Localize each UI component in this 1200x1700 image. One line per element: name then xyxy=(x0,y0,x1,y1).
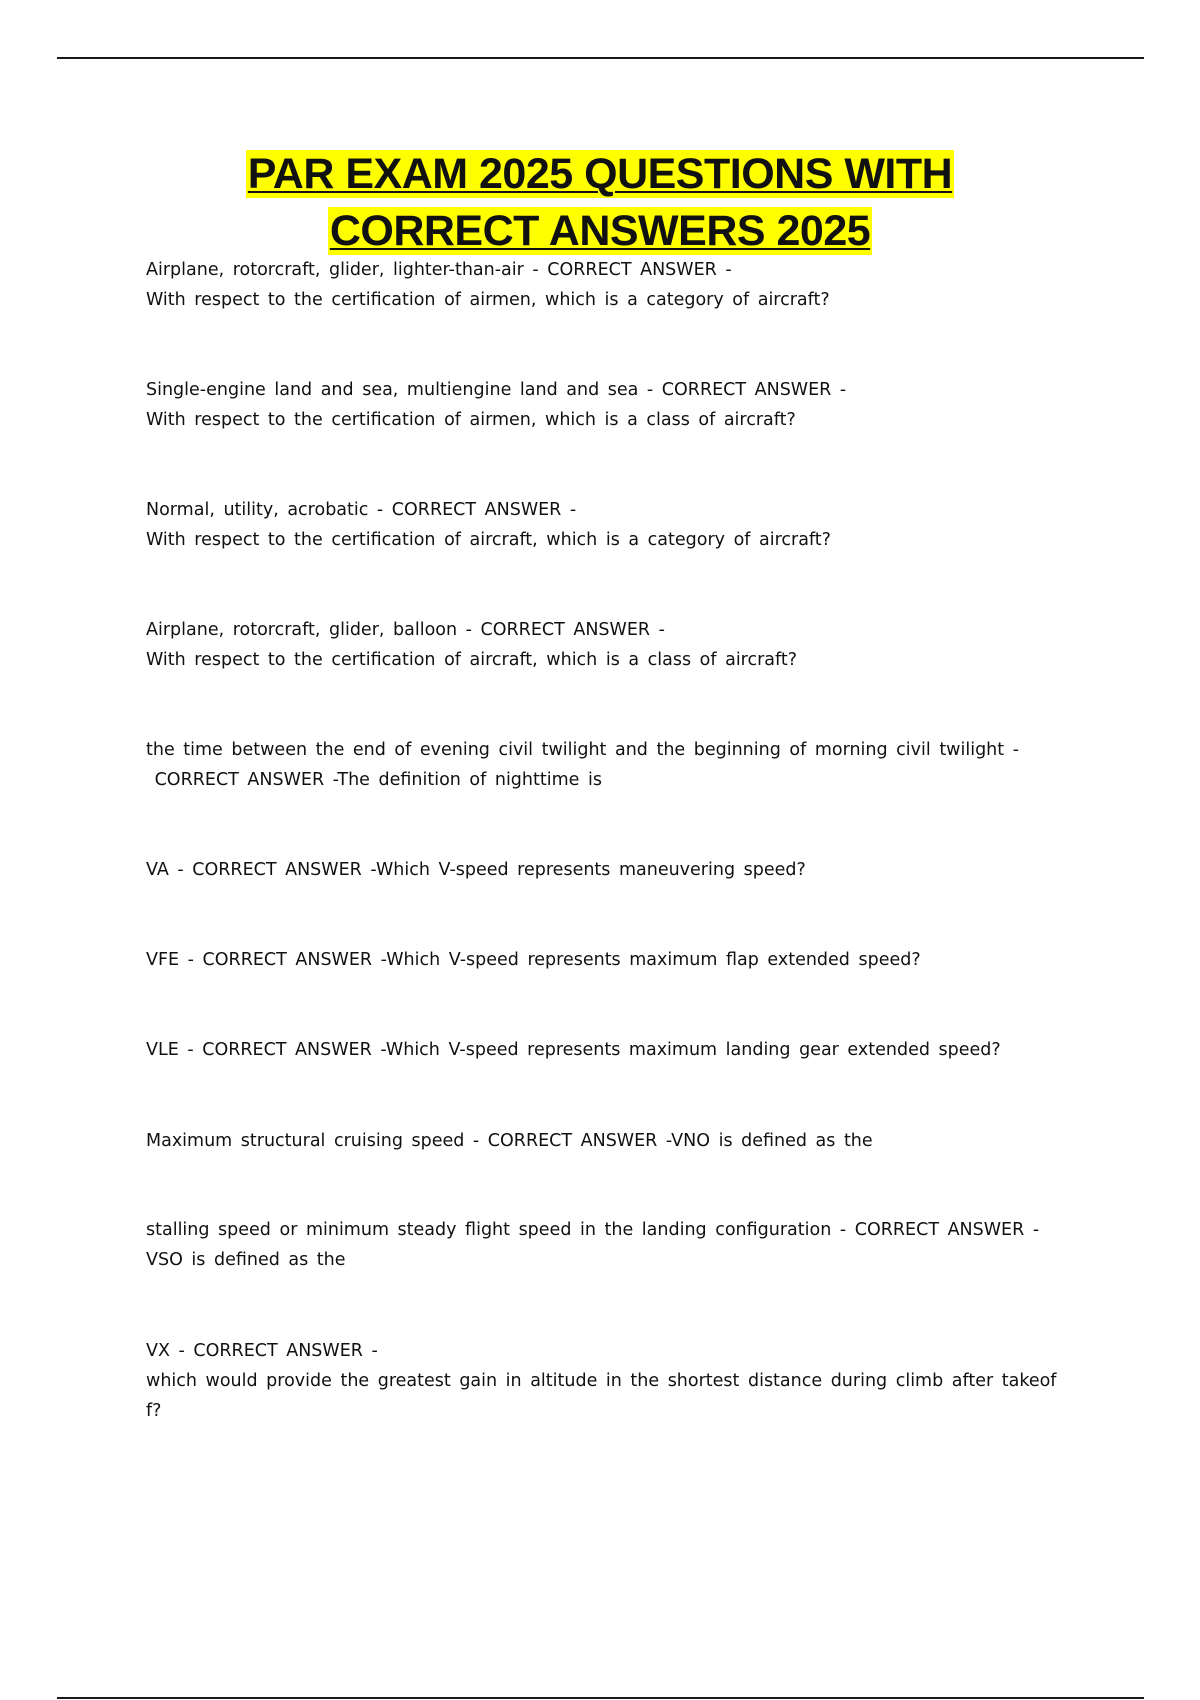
qa-line: VLE - CORRECT ANSWER -Which V-speed represents maximum landing gear extended speed? xyxy=(146,1040,1001,1060)
bottom-rule xyxy=(57,1697,1144,1699)
qa-line: Airplane, rotorcraft, glider, balloon - CORRECT ANSWER - xyxy=(146,620,665,640)
document-title xyxy=(0,146,1200,260)
qa-item xyxy=(146,735,1096,795)
qa-item xyxy=(146,945,1096,975)
qa-item xyxy=(146,1035,1096,1065)
qa-item xyxy=(146,855,1096,885)
qa-item xyxy=(146,1126,1096,1156)
qa-line: VX - CORRECT ANSWER - xyxy=(146,1341,378,1361)
qa-line: Normal, utility, acrobatic - CORRECT ANSWER - xyxy=(146,500,577,520)
qa-line: f? xyxy=(146,1401,162,1421)
qa-line: which would provide the greatest gain in altitude in the shortest distance during climb after takeof xyxy=(146,1371,1057,1391)
title-line-2: CORRECT ANSWERS 2025 xyxy=(329,207,871,255)
qa-line: VFE - CORRECT ANSWER -Which V-speed represents maximum flap extended speed? xyxy=(146,950,921,970)
qa-line: Airplane, rotorcraft, glider, lighter-than-air - CORRECT ANSWER - xyxy=(146,260,732,280)
qa-line: VSO is defined as the xyxy=(146,1250,346,1270)
qa-line: With respect to the certification of aircraft, which is a class of aircraft? xyxy=(146,650,798,670)
qa-item xyxy=(146,255,1096,315)
qa-item xyxy=(146,495,1096,555)
qa-line: Single-engine land and sea, multiengine land and sea - CORRECT ANSWER - xyxy=(146,380,847,400)
qa-item xyxy=(146,615,1096,675)
top-rule xyxy=(57,57,1144,59)
qa-line: VA - CORRECT ANSWER -Which V-speed represents maneuvering speed? xyxy=(146,860,806,880)
qa-item xyxy=(146,375,1096,435)
qa-line: stalling speed or minimum steady flight speed in the landing configuration - CORRECT ANSWER - xyxy=(146,1220,1040,1240)
qa-line: With respect to the certification of airmen, which is a class of aircraft? xyxy=(146,410,796,430)
qa-line: With respect to the certification of airmen, which is a category of aircraft? xyxy=(146,290,830,310)
qa-line: Maximum structural cruising speed - CORRECT ANSWER -VNO is defined as the xyxy=(146,1131,873,1151)
qa-line: CORRECT ANSWER -The definition of nighttime is xyxy=(146,770,602,790)
qa-line: With respect to the certification of aircraft, which is a category of aircraft? xyxy=(146,530,831,550)
qa-item xyxy=(146,1215,1096,1275)
qa-line: the time between the end of evening civil twilight and the beginning of morning civil twilight - xyxy=(146,740,1020,760)
title-line-1: PAR EXAM 2025 QUESTIONS WITH xyxy=(247,150,953,198)
qa-item xyxy=(146,1336,1096,1426)
